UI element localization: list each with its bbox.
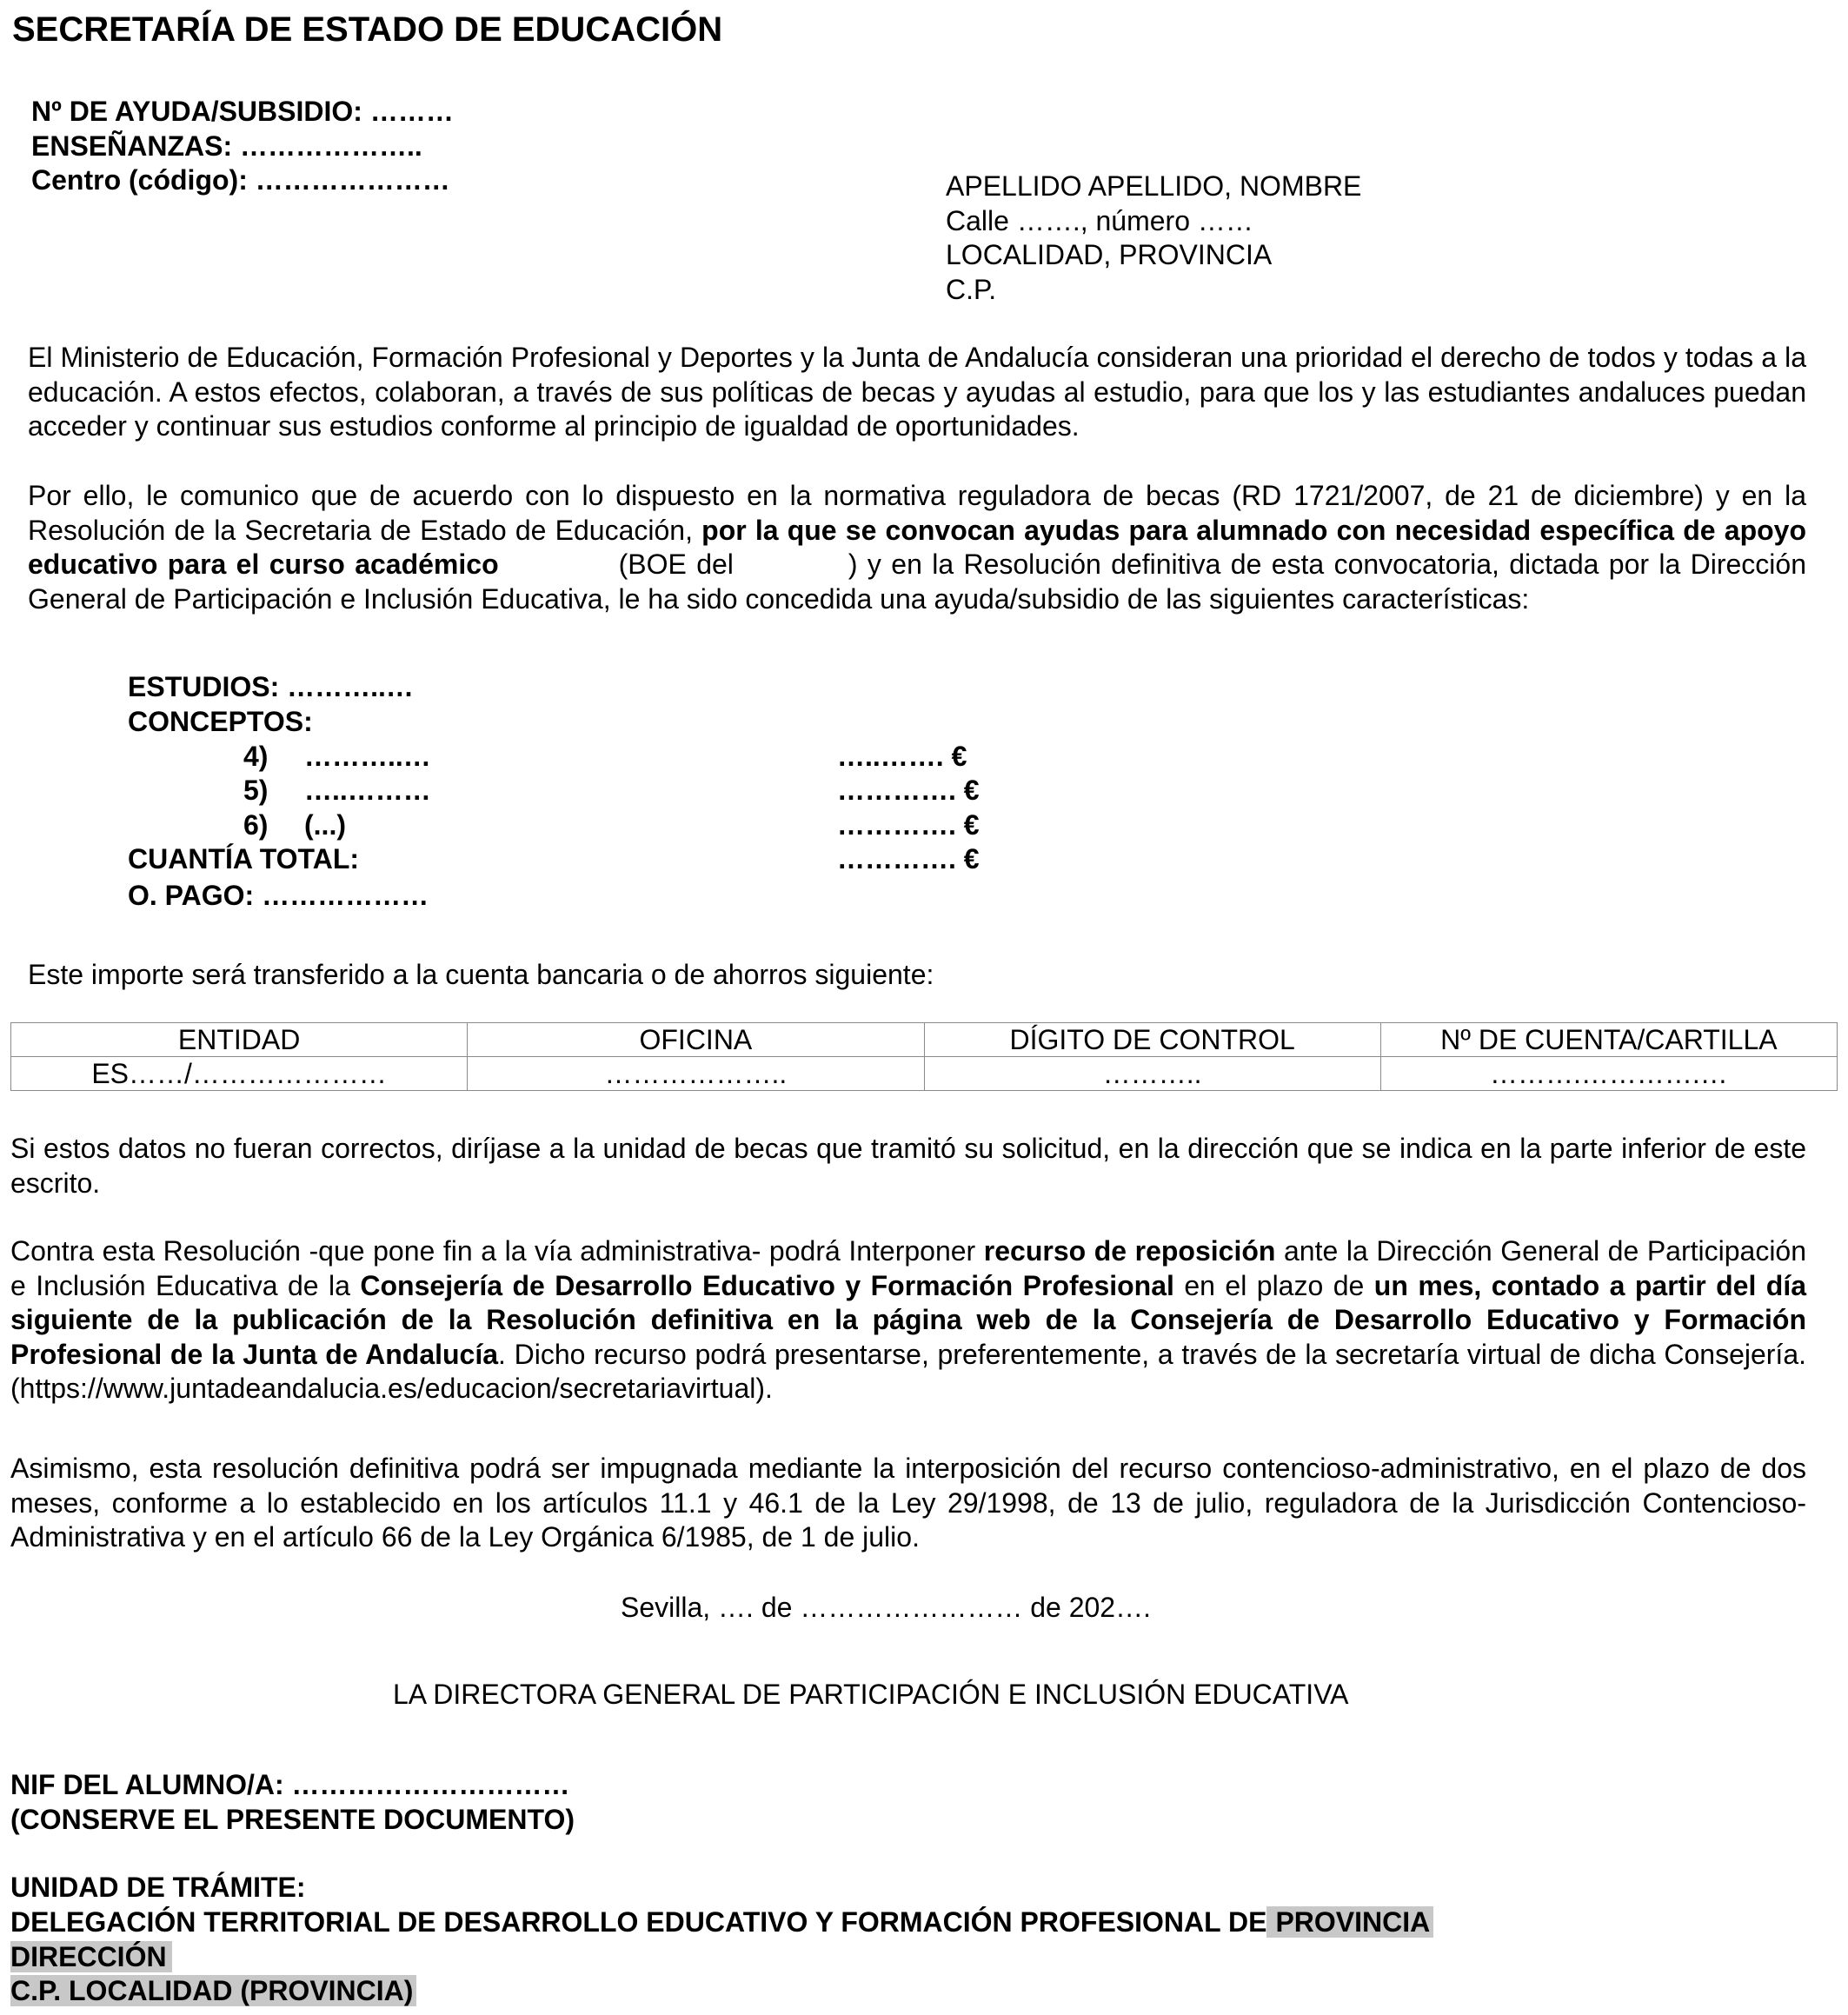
appeal-paragraph [10,1234,1806,1407]
ensenanzas: ENSEÑANZAS: ……………….. [31,130,422,162]
delegacion-text: DELEGACIÓN TERRITORIAL DE DESARROLLO EDUCATIVO Y FORMACIÓN PROFESIONAL DE [10,1906,1267,1938]
total-amount: …………. € [837,843,980,874]
intro-paragraph: El Ministerio de Educación, Formación Profesional y Deportes y la Junta de Andalucía consideran una prioridad el derecho de todos y todas a la educación. A estos efectos, colaboran, a través de sus políticas de becas y ayudas al estudio, para que los y las estudiantes andaluces puedan acceder y continuar sus estudios conforme al principio de igualdad de oportunidades. [28,342,1806,442]
estudios: ESTUDIOS: ………..… [128,671,414,702]
appeal-text-1: Contra esta Resolución -que pone fin a la vía administrativa- podrá Interponer [10,1235,984,1267]
table-row [11,1057,1838,1091]
concept-amount: …………. € [837,809,980,841]
table-cell: ……………….. [468,1057,924,1091]
appeal-text-3: en el plazo de [1173,1269,1374,1301]
concept-label: (...) [304,809,346,841]
delegacion-line [10,1905,1433,1939]
transfer-text: Este importe será transferido a la cuenta bancaria o de ahorros siguiente: [28,959,934,990]
appeal-bold-3: un mes, contado a partir del día siguiente de la publicación de la Resolución definitiva en la página web de la Consejería de Desarrollo Educativo y Formación Profesional de la Junta de Andalucía [10,1269,1807,1370]
appeal-bold-1: recurso de reposición [983,1235,1276,1267]
concept-amount: …………. € [837,775,980,806]
concept-number: 4) [243,741,269,772]
direccion-line [10,1939,172,1974]
concept-amount: …..……. € [837,741,967,772]
contentious-paragraph: Asimismo, esta resolución definitiva podrá ser impugnada mediante la interposición del recurso contencioso-administrativo, en el plazo de dos meses, conforme a lo establecido en los artículos 11.1 y 46.1 de la Ley 29/1998, de 13 de julio, reguladora de la Jurisdicción Contencioso-Administrativa y en el artículo 66 de la Ley Orgánica 6/1985, de 1 de julio. [10,1453,1806,1553]
appeal-text-2: ante la Dirección General de Participación e Inclusión Educativa de la [10,1235,1807,1301]
correction-paragraph: Si estos datos no fueran correctos, diríjase a la unidad de becas que tramitó su solicitud, en la dirección que se indica en la parte inferior de este escrito. [10,1133,1806,1199]
concept-label: ………..… [304,741,431,772]
total-label: CUANTÍA TOTAL: [128,843,360,874]
table-cell: ……….. [924,1057,1380,1091]
communication-bold-1: por la que se convocan ayudas para alumnado con necesidad específica de apoyo educativo para el curso académico [28,514,1806,580]
table-header-cell: Nº DE CUENTA/CARTILLA [1380,1023,1837,1057]
signatory: LA DIRECTORA GENERAL DE PARTICIPACIÓN E INCLUSIÓN EDUCATIVA [393,1679,1349,1710]
table-cell: ……….………….… [1380,1057,1837,1091]
centro-codigo: Centro (código): ………………… [31,164,450,196]
table-cell: ES……/………………… [11,1057,468,1091]
appeal-text-4: . Dicho recurso podrá presentarse, preferentemente, a través de la secretaría virtual de dicha Consejería. (https://www.juntadeandalucia.es/educacion/secretariavirtual). [10,1338,1807,1404]
table-header-cell: OFICINA [468,1023,924,1057]
concept-number: 6) [243,809,269,841]
table-header-cell: ENTIDAD [11,1023,468,1057]
direccion-placeholder: DIRECCIÓN [10,1941,172,1972]
concept-number: 5) [243,775,269,806]
document-title: SECRETARÍA DE ESTADO DE EDUCACIÓN [12,10,723,49]
cp-localidad-placeholder: C.P. LOCALIDAD (PROVINCIA) [10,1975,416,2006]
cp-localidad-line [10,1973,416,2008]
communication-boe: (BOE del [618,549,734,580]
recipient-street: Calle ……., número …… [946,205,1253,236]
bank-account-table [10,1022,1838,1091]
table-header-row [11,1023,1838,1057]
date-line: Sevilla, …. de …………………… de 202…. [621,1592,1151,1623]
recipient-cp: C.P. [946,274,997,305]
table-header-cell: DÍGITO DE CONTROL [924,1023,1380,1057]
communication-text-2: ) y en la Resolución definitiva de esta convocatoria, dictada por la Dirección General de Participación e Inclusión Educativa, le ha sido concedida una ayuda/subsidio de las siguientes características: [28,549,1807,615]
ayuda-number: Nº DE AYUDA/SUBSIDIO: ……… [31,96,454,127]
concept-label: …..……… [304,775,431,806]
recipient-locality: LOCALIDAD, PROVINCIA [946,239,1273,270]
appeal-bold-2: Consejería de Desarrollo Educativo y Formación Profesional [360,1269,1174,1301]
conserve-notice: (CONSERVE EL PRESENTE DOCUMENTO) [10,1804,575,1835]
unidad-tramite-label: UNIDAD DE TRÁMITE: [10,1872,306,1903]
conceptos-label: CONCEPTOS: [128,706,313,737]
orden-pago: O. PAGO: ……………… [128,880,429,911]
communication-paragraph [28,479,1806,616]
provincia-placeholder: PROVINCIA [1266,1906,1433,1938]
recipient-name: APELLIDO APELLIDO, NOMBRE [946,170,1362,202]
nif-alumno: NIF DEL ALUMNO/A: ………………………… [10,1769,570,1800]
communication-text-1: Por ello, le comunico que de acuerdo con lo dispuesto en la normativa reguladora de becas (RD 1721/2007, de 21 de diciembre) y en la Resolución de la Secretaria de Estado de Educación, [28,480,1806,546]
